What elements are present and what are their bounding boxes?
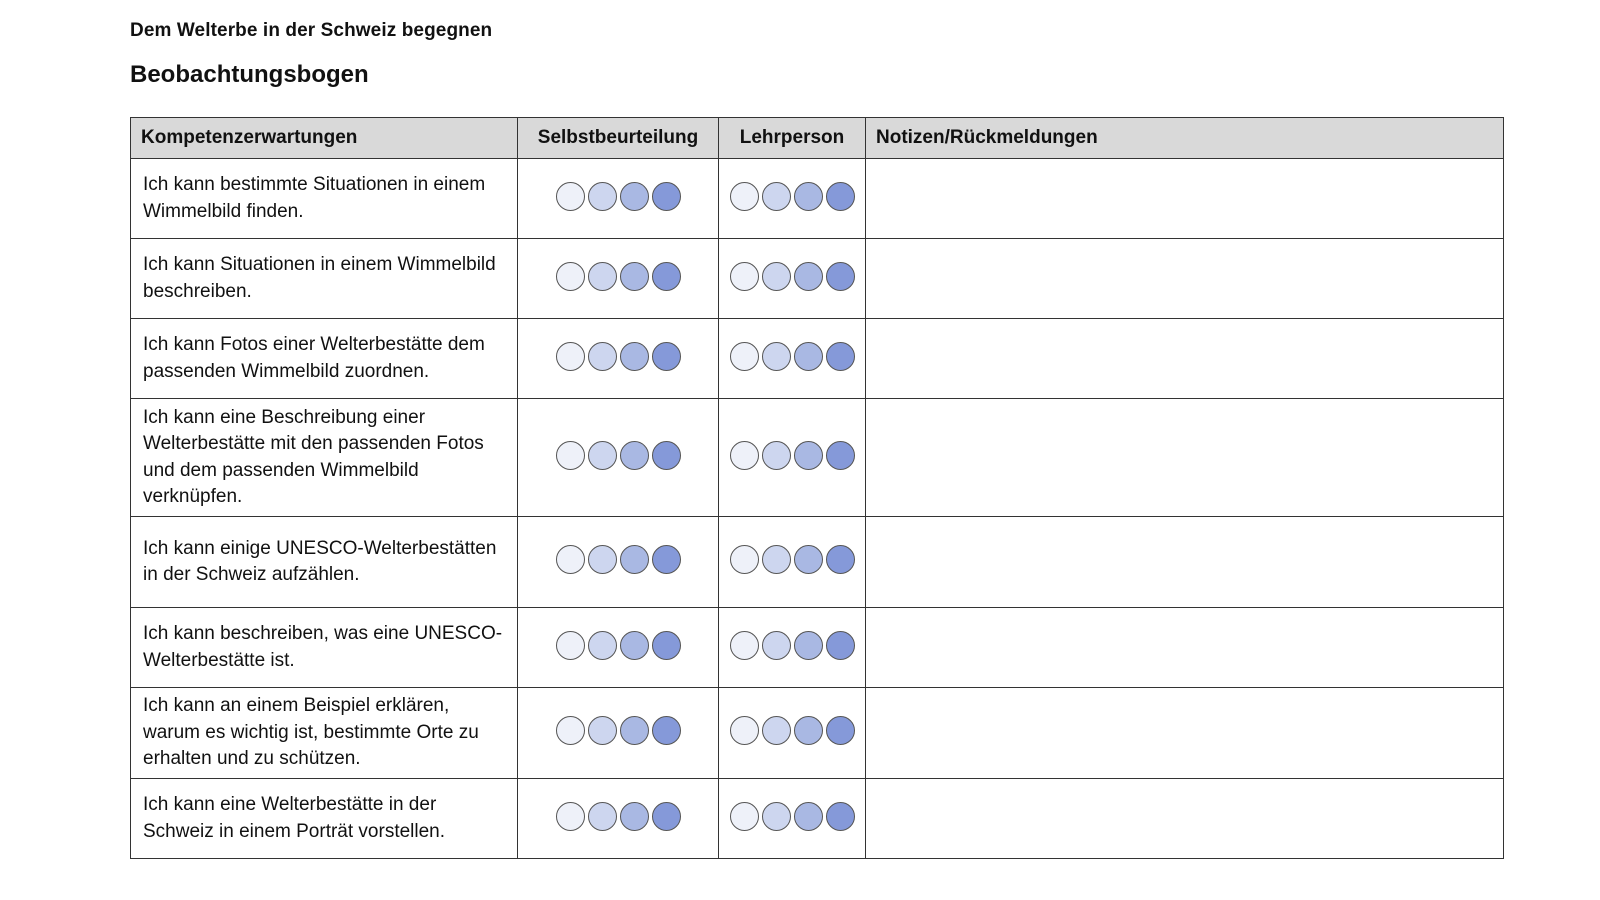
table-header-row xyxy=(131,118,1504,159)
notes-cell[interactable] xyxy=(866,159,1504,239)
competence-text: Ich kann bestimmte Situationen in einem Wimmelbild finden. xyxy=(131,159,518,239)
rating-circle-1[interactable] xyxy=(556,182,585,211)
rating-circle-1[interactable] xyxy=(556,342,585,371)
rating-circle-4[interactable] xyxy=(826,182,855,211)
teacher-rating-cell xyxy=(719,517,866,608)
rating-circle-3[interactable] xyxy=(620,342,649,371)
notes-cell[interactable] xyxy=(866,399,1504,517)
rating-circle-4[interactable] xyxy=(652,182,681,211)
rating-circle-1[interactable] xyxy=(730,545,759,574)
rating-circle-4[interactable] xyxy=(826,631,855,660)
self-assessment-rating-cell xyxy=(518,688,719,779)
rating-circle-2[interactable] xyxy=(588,631,617,660)
document-subtitle: Dem Welterbe in der Schweiz begegnen xyxy=(130,20,493,41)
rating-circle-3[interactable] xyxy=(620,631,649,660)
teacher-rating-scale xyxy=(730,441,855,470)
rating-circle-1[interactable] xyxy=(556,802,585,831)
self-assessment-rating-scale xyxy=(556,802,681,831)
rating-circle-2[interactable] xyxy=(588,182,617,211)
rating-circle-4[interactable] xyxy=(826,262,855,291)
rating-circle-2[interactable] xyxy=(588,342,617,371)
rating-circle-1[interactable] xyxy=(730,631,759,660)
rating-circle-1[interactable] xyxy=(556,441,585,470)
rating-circle-4[interactable] xyxy=(652,631,681,660)
teacher-rating-cell xyxy=(719,159,866,239)
rating-circle-2[interactable] xyxy=(762,342,791,371)
table-row xyxy=(131,688,1504,779)
rating-circle-2[interactable] xyxy=(762,545,791,574)
header-competences: Kompetenzerwartungen xyxy=(131,118,518,159)
self-assessment-rating-cell xyxy=(518,319,719,399)
rating-circle-1[interactable] xyxy=(730,182,759,211)
table-body xyxy=(131,159,1504,859)
rating-circle-2[interactable] xyxy=(762,441,791,470)
notes-cell[interactable] xyxy=(866,688,1504,779)
rating-circle-4[interactable] xyxy=(652,342,681,371)
competence-text: Ich kann eine Beschreibung einer Welterbestätte mit den passenden Fotos und dem passenden Wimmelbild verknüpfen. xyxy=(131,399,518,517)
rating-circle-4[interactable] xyxy=(652,262,681,291)
teacher-rating-cell xyxy=(719,239,866,319)
competence-text: Ich kann an einem Beispiel erklären, warum es wichtig ist, bestimmte Orte zu erhalten und zu schützen. xyxy=(131,688,518,779)
rating-circle-1[interactable] xyxy=(730,802,759,831)
rating-circle-4[interactable] xyxy=(826,716,855,745)
table-row xyxy=(131,239,1504,319)
self-assessment-rating-scale xyxy=(556,262,681,291)
competence-text: Ich kann beschreiben, was eine UNESCO-Welterbestätte ist. xyxy=(131,608,518,688)
rating-circle-2[interactable] xyxy=(762,262,791,291)
teacher-rating-cell xyxy=(719,399,866,517)
header-teacher: Lehrperson xyxy=(719,118,866,159)
rating-circle-1[interactable] xyxy=(556,545,585,574)
teacher-rating-scale xyxy=(730,716,855,745)
competence-text: Ich kann Situationen in einem Wimmelbild beschreiben. xyxy=(131,239,518,319)
teacher-rating-cell xyxy=(719,608,866,688)
self-assessment-rating-scale xyxy=(556,545,681,574)
rating-circle-1[interactable] xyxy=(730,716,759,745)
header-notes: Notizen/Rückmeldungen xyxy=(866,118,1504,159)
rating-circle-2[interactable] xyxy=(762,716,791,745)
rating-circle-1[interactable] xyxy=(556,716,585,745)
notes-cell[interactable] xyxy=(866,517,1504,608)
competence-text: Ich kann eine Welterbestätte in der Schweiz in einem Porträt vorstellen. xyxy=(131,779,518,859)
rating-circle-3[interactable] xyxy=(620,262,649,291)
teacher-rating-cell xyxy=(719,779,866,859)
table-row xyxy=(131,779,1504,859)
self-assessment-rating-cell xyxy=(518,159,719,239)
rating-circle-3[interactable] xyxy=(794,545,823,574)
notes-cell[interactable] xyxy=(866,319,1504,399)
rating-circle-2[interactable] xyxy=(588,441,617,470)
teacher-rating-scale xyxy=(730,631,855,660)
header-self-assessment: Selbstbeurteilung xyxy=(518,118,719,159)
rating-circle-3[interactable] xyxy=(620,802,649,831)
rating-circle-2[interactable] xyxy=(762,182,791,211)
rating-circle-1[interactable] xyxy=(730,441,759,470)
teacher-rating-scale xyxy=(730,545,855,574)
rating-circle-2[interactable] xyxy=(588,802,617,831)
rating-circle-3[interactable] xyxy=(794,342,823,371)
table-row xyxy=(131,159,1504,239)
teacher-rating-cell xyxy=(719,319,866,399)
teacher-rating-scale xyxy=(730,802,855,831)
rating-circle-4[interactable] xyxy=(826,545,855,574)
rating-circle-3[interactable] xyxy=(794,802,823,831)
rating-circle-4[interactable] xyxy=(652,545,681,574)
teacher-rating-cell xyxy=(719,688,866,779)
rating-circle-2[interactable] xyxy=(762,631,791,660)
rating-circle-4[interactable] xyxy=(826,802,855,831)
rating-circle-4[interactable] xyxy=(652,716,681,745)
document-title: Beobachtungsbogen xyxy=(130,61,369,88)
rating-circle-1[interactable] xyxy=(556,262,585,291)
teacher-rating-scale xyxy=(730,342,855,371)
rating-circle-3[interactable] xyxy=(794,182,823,211)
teacher-rating-scale xyxy=(730,182,855,211)
notes-cell[interactable] xyxy=(866,608,1504,688)
self-assessment-rating-scale xyxy=(556,342,681,371)
rating-circle-3[interactable] xyxy=(794,262,823,291)
rating-circle-3[interactable] xyxy=(794,631,823,660)
self-assessment-rating-scale xyxy=(556,441,681,470)
notes-cell[interactable] xyxy=(866,779,1504,859)
rating-circle-3[interactable] xyxy=(620,182,649,211)
rating-circle-3[interactable] xyxy=(620,716,649,745)
rating-circle-3[interactable] xyxy=(794,716,823,745)
rating-circle-3[interactable] xyxy=(620,545,649,574)
table-row xyxy=(131,608,1504,688)
self-assessment-rating-cell xyxy=(518,608,719,688)
rating-circle-4[interactable] xyxy=(826,441,855,470)
teacher-rating-scale xyxy=(730,262,855,291)
table-row xyxy=(131,399,1504,517)
rating-circle-3[interactable] xyxy=(620,441,649,470)
rating-circle-3[interactable] xyxy=(794,441,823,470)
competence-text: Ich kann einige UNESCO-Welterbestätten in der Schweiz aufzählen. xyxy=(131,517,518,608)
rating-circle-2[interactable] xyxy=(588,545,617,574)
rating-circle-2[interactable] xyxy=(762,802,791,831)
self-assessment-rating-cell xyxy=(518,779,719,859)
rating-circle-2[interactable] xyxy=(588,716,617,745)
rating-circle-1[interactable] xyxy=(556,631,585,660)
self-assessment-rating-scale xyxy=(556,182,681,211)
rating-circle-4[interactable] xyxy=(826,342,855,371)
self-assessment-rating-cell xyxy=(518,517,719,608)
table-row xyxy=(131,319,1504,399)
self-assessment-rating-scale xyxy=(556,631,681,660)
rating-circle-2[interactable] xyxy=(588,262,617,291)
rating-circle-1[interactable] xyxy=(730,342,759,371)
competence-text: Ich kann Fotos einer Welterbestätte dem passenden Wimmelbild zuordnen. xyxy=(131,319,518,399)
observation-table xyxy=(130,117,1504,859)
table-row xyxy=(131,517,1504,608)
self-assessment-rating-cell xyxy=(518,399,719,517)
self-assessment-rating-cell xyxy=(518,239,719,319)
rating-circle-4[interactable] xyxy=(652,802,681,831)
rating-circle-1[interactable] xyxy=(730,262,759,291)
notes-cell[interactable] xyxy=(866,239,1504,319)
rating-circle-4[interactable] xyxy=(652,441,681,470)
self-assessment-rating-scale xyxy=(556,716,681,745)
